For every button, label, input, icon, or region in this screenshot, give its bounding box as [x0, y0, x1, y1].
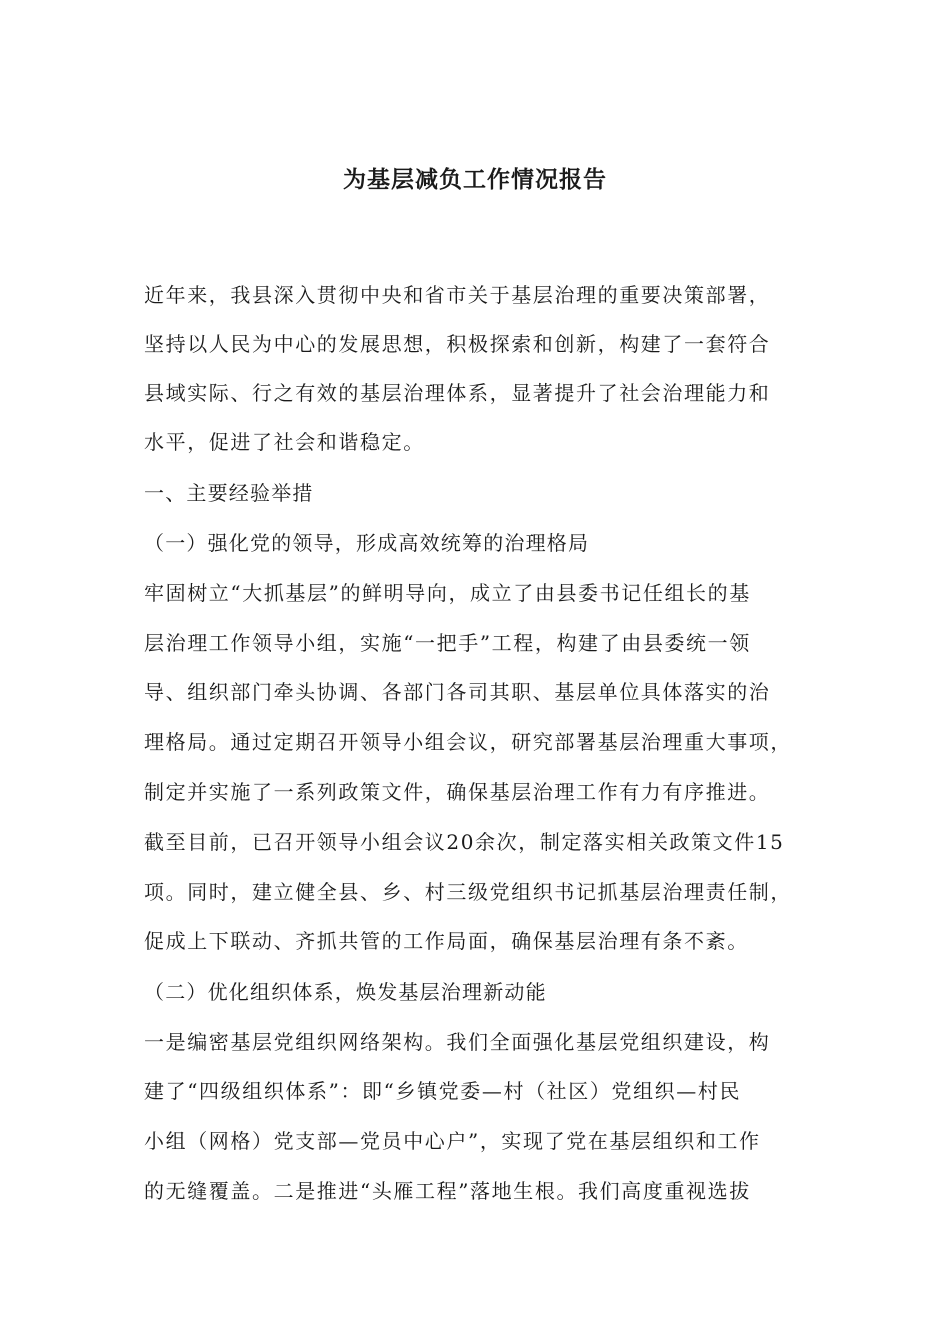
body-line: 促成上下联动、齐抓共管的工作局面，确保基层治理有条不紊。 — [144, 929, 749, 953]
body-line: 理格局。通过定期召开领导小组会议，研究部署基层治理重大事项， — [144, 730, 792, 754]
subsection-heading: （二）优化组织体系，焕发基层治理新动能 — [144, 980, 547, 1004]
body-line: 小组（网格）党支部—党员中心户”，实现了党在基层组织和工作 — [144, 1129, 761, 1153]
body-line: 坚持以人民为中心的发展思想，积极探索和创新，构建了一套符合 — [144, 332, 771, 356]
body-line: 截至目前，已召开领导小组会议20余次，制定落实相关政策文件15 — [144, 830, 785, 854]
body-line: 的无缝覆盖。二是推进“头雁工程”落地生根。我们高度重视选拔 — [144, 1179, 751, 1203]
body-line: 县域实际、行之有效的基层治理体系，显著提升了社会治理能力和 — [144, 381, 771, 405]
body-line: 水平，促进了社会和谐稳定。 — [144, 430, 425, 454]
section-heading: 一、主要经验举措 — [144, 481, 314, 505]
body-line: 一是编密基层党组织网络架构。我们全面强化基层党组织建设，构 — [144, 1030, 771, 1054]
body-line: 制定并实施了一系列政策文件，确保基层治理工作有力有序推进。 — [144, 780, 771, 804]
body-line: 牢固树立“大抓基层”的鲜明导向，成立了由县委书记任组长的基 — [144, 581, 751, 605]
body-line: 项。同时，建立健全县、乡、村三级党组织书记抓基层治理责任制， — [144, 880, 792, 904]
body-line: 层治理工作领导小组，实施“一把手”工程，构建了由县委统一领 — [144, 631, 751, 655]
subsection-heading: （一）强化党的领导，形成高效统筹的治理格局 — [144, 531, 590, 555]
body-line: 导、组织部门牵头协调、各部门各司其职、基层单位具体落实的治 — [144, 680, 771, 704]
body-line: 建了“四级组织体系”：即“乡镇党委—村（社区）党组织—村民 — [144, 1079, 742, 1103]
body-line: 近年来，我县深入贯彻中央和省市关于基层治理的重要决策部署， — [144, 283, 771, 307]
document-title: 为基层减负工作情况报告 — [343, 166, 607, 193]
